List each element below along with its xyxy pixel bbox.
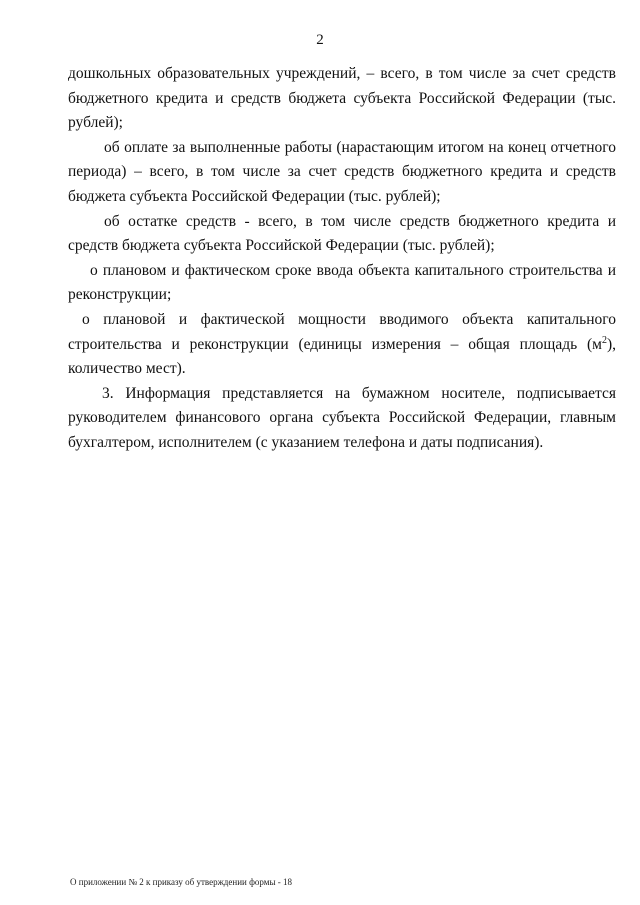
paragraph-payment: об оплате за выполненные работы (нарастающим итогом на конец отчетного периода) – всего, в том числе за счет средств бюджетного кредита и средств бюджета субъекта Российской Федерации (тыс. рублей); bbox=[68, 138, 616, 205]
square-superscript: 2 bbox=[601, 334, 607, 346]
paragraph-commissioning-date: о плановом и фактическом сроке ввода объекта капитального строительства и реконструкции; bbox=[68, 261, 616, 304]
paragraph-capacity bbox=[68, 308, 616, 382]
page-footer: О приложении № 2 к приказу об утверждении формы - 18 bbox=[70, 877, 293, 887]
page-number: 2 bbox=[316, 32, 324, 48]
document-body bbox=[68, 62, 616, 456]
capacity-text-after: ), количество мест). bbox=[68, 335, 616, 378]
paragraph-balance: об остатке средств - всего, в том числе средств бюджетного кредита и средств бюджета субъекта Российской Федерации (тыс. рублей); bbox=[68, 212, 616, 255]
paragraph-continuation: дошкольных образовательных учреждений, – всего, в том числе за счет средств бюджетного кредита и средств бюджета субъекта Российской Федерации (тыс. рублей); bbox=[68, 65, 616, 132]
capacity-text-before: о плановой и фактической мощности вводимого объекта капитального строительства и реконструкции (единицы измерения – общая площадь (м bbox=[68, 310, 616, 353]
paragraph-item-3: 3. Информация представляется на бумажном носителе, подписывается руководителем финансового органа субъекта Российской Федерации, главным бухгалтером, исполнителем (с указанием телефона и даты подписания). bbox=[68, 384, 616, 451]
